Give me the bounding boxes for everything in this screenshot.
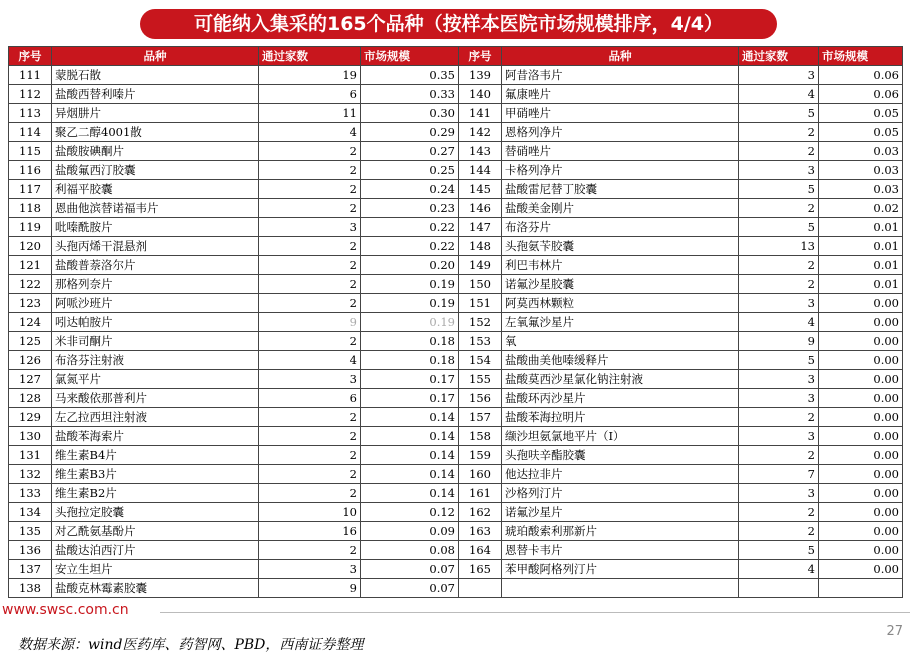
count-cell: 3 (739, 161, 819, 180)
seq-cell: 128 (9, 389, 52, 408)
scale-cell: 0.00 (819, 294, 903, 313)
scale-cell: 0.23 (361, 199, 459, 218)
name-cell: 那格列奈片 (52, 275, 259, 294)
name-cell: 头孢丙烯干混悬剂 (52, 237, 259, 256)
count-cell: 4 (259, 123, 361, 142)
seq-cell: 138 (9, 579, 52, 598)
count-cell: 2 (739, 123, 819, 142)
name-cell: 利巴韦林片 (502, 256, 739, 275)
count-cell: 3 (739, 484, 819, 503)
count-cell: 3 (259, 560, 361, 579)
seq-cell: 146 (459, 199, 502, 218)
seq-cell: 163 (459, 522, 502, 541)
count-cell: 2 (259, 275, 361, 294)
count-cell: 7 (739, 465, 819, 484)
scale-cell: 0.27 (361, 142, 459, 161)
table-row (9, 275, 903, 294)
seq-cell: 131 (9, 446, 52, 465)
count-cell: 3 (259, 370, 361, 389)
count-cell: 3 (739, 294, 819, 313)
count-cell: 9 (259, 313, 361, 332)
scale-cell: 0.00 (819, 389, 903, 408)
name-cell: 恩格列净片 (502, 123, 739, 142)
seq-cell: 150 (459, 275, 502, 294)
page-number: 27 (886, 624, 903, 639)
count-cell: 2 (259, 237, 361, 256)
count-cell: 2 (739, 408, 819, 427)
count-cell: 2 (259, 332, 361, 351)
name-cell: 盐酸胺碘酮片 (52, 142, 259, 161)
name-cell: 布洛芬片 (502, 218, 739, 237)
name-cell: 阿哌沙班片 (52, 294, 259, 313)
count-cell: 6 (259, 389, 361, 408)
seq-cell: 116 (9, 161, 52, 180)
count-cell: 2 (259, 484, 361, 503)
name-cell: 诺氟沙星片 (502, 503, 739, 522)
table-row (9, 541, 903, 560)
name-cell: 盐酸美金刚片 (502, 199, 739, 218)
name-cell: 卡格列净片 (502, 161, 739, 180)
scale-cell: 0.29 (361, 123, 459, 142)
scale-cell: 0.17 (361, 389, 459, 408)
name-cell: 左氧氟沙星片 (502, 313, 739, 332)
scale-cell: 0.22 (361, 218, 459, 237)
scale-cell: 0.01 (819, 237, 903, 256)
seq-cell: 142 (459, 123, 502, 142)
scale-cell: 0.03 (819, 161, 903, 180)
scale-cell: 0.14 (361, 427, 459, 446)
scale-cell: 0.06 (819, 85, 903, 104)
scale-cell: 0.01 (819, 256, 903, 275)
seq-cell: 151 (459, 294, 502, 313)
table-row (9, 66, 903, 85)
seq-cell: 118 (9, 199, 52, 218)
header-scale: 市场规模 (361, 47, 459, 66)
name-cell: 马来酸依那普利片 (52, 389, 259, 408)
count-cell: 11 (259, 104, 361, 123)
seq-cell: 125 (9, 332, 52, 351)
table-row (9, 503, 903, 522)
name-cell: 维生素B3片 (52, 465, 259, 484)
seq-cell: 164 (459, 541, 502, 560)
table-row (9, 427, 903, 446)
count-cell: 9 (259, 579, 361, 598)
seq-cell: 111 (9, 66, 52, 85)
empty-cell (739, 579, 819, 598)
table-row (9, 104, 903, 123)
count-cell: 10 (259, 503, 361, 522)
seq-cell: 123 (9, 294, 52, 313)
table-row (9, 199, 903, 218)
scale-cell: 0.19 (361, 313, 459, 332)
count-cell: 4 (739, 560, 819, 579)
seq-cell: 126 (9, 351, 52, 370)
drug-table (8, 46, 903, 598)
table-row (9, 313, 903, 332)
count-cell: 3 (739, 389, 819, 408)
seq-cell: 115 (9, 142, 52, 161)
name-cell: 甲硝唑片 (502, 104, 739, 123)
scale-cell: 0.06 (819, 66, 903, 85)
count-cell: 2 (259, 256, 361, 275)
scale-cell: 0.00 (819, 503, 903, 522)
seq-cell: 161 (459, 484, 502, 503)
count-cell: 16 (259, 522, 361, 541)
table-row (9, 560, 903, 579)
scale-cell: 0.14 (361, 446, 459, 465)
seq-cell: 124 (9, 313, 52, 332)
seq-cell: 144 (459, 161, 502, 180)
name-cell: 盐酸西替利嗪片 (52, 85, 259, 104)
table-header-row (9, 47, 903, 66)
count-cell: 2 (259, 446, 361, 465)
count-cell: 2 (739, 142, 819, 161)
count-cell: 2 (739, 275, 819, 294)
name-cell: 米非司酮片 (52, 332, 259, 351)
name-cell: 盐酸曲美他嗪缓释片 (502, 351, 739, 370)
name-cell: 琥珀酸索利那新片 (502, 522, 739, 541)
name-cell: 异烟肼片 (52, 104, 259, 123)
table-row (9, 237, 903, 256)
name-cell: 蒙脱石散 (52, 66, 259, 85)
seq-cell: 120 (9, 237, 52, 256)
title-bar (0, 0, 917, 43)
scale-cell: 0.33 (361, 85, 459, 104)
table-row (9, 218, 903, 237)
name-cell: 替硝唑片 (502, 142, 739, 161)
seq-cell: 130 (9, 427, 52, 446)
name-cell: 盐酸苯海索片 (52, 427, 259, 446)
seq-cell: 112 (9, 85, 52, 104)
count-cell: 3 (259, 218, 361, 237)
seq-cell: 145 (459, 180, 502, 199)
empty-cell (502, 579, 739, 598)
count-cell: 2 (739, 522, 819, 541)
scale-cell: 0.17 (361, 370, 459, 389)
name-cell: 苯甲酸阿格列汀片 (502, 560, 739, 579)
table-row (9, 351, 903, 370)
table-row (9, 446, 903, 465)
count-cell: 3 (739, 370, 819, 389)
footer-divider (160, 612, 910, 613)
seq-cell: 158 (459, 427, 502, 446)
seq-cell: 129 (9, 408, 52, 427)
scale-cell: 0.25 (361, 161, 459, 180)
name-cell: 氯氮平片 (52, 370, 259, 389)
name-cell: 布洛芬注射液 (52, 351, 259, 370)
scale-cell: 0.03 (819, 180, 903, 199)
name-cell: 阿莫西林颗粒 (502, 294, 739, 313)
empty-cell (459, 579, 502, 598)
seq-cell: 143 (459, 142, 502, 161)
name-cell: 盐酸达泊西汀片 (52, 541, 259, 560)
seq-cell: 160 (459, 465, 502, 484)
scale-cell: 0.12 (361, 503, 459, 522)
name-cell: 阿昔洛韦片 (502, 66, 739, 85)
scale-cell: 0.20 (361, 256, 459, 275)
seq-cell: 149 (459, 256, 502, 275)
scale-cell: 0.22 (361, 237, 459, 256)
name-cell: 他达拉非片 (502, 465, 739, 484)
seq-cell: 140 (459, 85, 502, 104)
seq-cell: 154 (459, 351, 502, 370)
seq-cell: 134 (9, 503, 52, 522)
scale-cell: 0.14 (361, 408, 459, 427)
scale-cell: 0.07 (361, 560, 459, 579)
scale-cell: 0.19 (361, 275, 459, 294)
count-cell: 2 (259, 427, 361, 446)
count-cell: 2 (259, 294, 361, 313)
scale-cell: 0.01 (819, 275, 903, 294)
table-row (9, 408, 903, 427)
table-row (9, 389, 903, 408)
scale-cell: 0.05 (819, 104, 903, 123)
count-cell: 5 (739, 218, 819, 237)
table-row (9, 85, 903, 104)
scale-cell: 0.05 (819, 123, 903, 142)
count-cell: 5 (739, 541, 819, 560)
seq-cell: 135 (9, 522, 52, 541)
table-row (9, 256, 903, 275)
scale-cell: 0.00 (819, 408, 903, 427)
seq-cell: 155 (459, 370, 502, 389)
scale-cell: 0.07 (361, 579, 459, 598)
table-row (9, 161, 903, 180)
scale-cell: 0.14 (361, 484, 459, 503)
count-cell: 2 (739, 199, 819, 218)
name-cell: 盐酸氟西汀胶囊 (52, 161, 259, 180)
name-cell: 恩替卡韦片 (502, 541, 739, 560)
seq-cell: 156 (459, 389, 502, 408)
scale-cell: 0.18 (361, 332, 459, 351)
name-cell: 维生素B2片 (52, 484, 259, 503)
name-cell: 头孢拉定胶囊 (52, 503, 259, 522)
seq-cell: 133 (9, 484, 52, 503)
scale-cell: 0.00 (819, 370, 903, 389)
count-cell: 4 (739, 85, 819, 104)
header-name: 品种 (52, 47, 259, 66)
scale-cell: 0.14 (361, 465, 459, 484)
page-title: 可能纳入集采的165个品种（按样本医院市场规模排序，4/4） (140, 9, 777, 39)
table-row (9, 484, 903, 503)
seq-cell: 153 (459, 332, 502, 351)
scale-cell: 0.35 (361, 66, 459, 85)
seq-cell: 136 (9, 541, 52, 560)
scale-cell: 0.03 (819, 142, 903, 161)
count-cell: 2 (259, 465, 361, 484)
header-scale: 市场规模 (819, 47, 903, 66)
name-cell: 盐酸莫西沙星氯化钠注射液 (502, 370, 739, 389)
seq-cell: 114 (9, 123, 52, 142)
scale-cell: 0.02 (819, 199, 903, 218)
count-cell: 13 (739, 237, 819, 256)
scale-cell: 0.30 (361, 104, 459, 123)
scale-cell: 0.00 (819, 541, 903, 560)
name-cell: 氟康唑片 (502, 85, 739, 104)
website-url[interactable]: www.swsc.com.cn (2, 602, 129, 618)
seq-cell: 132 (9, 465, 52, 484)
seq-cell: 139 (459, 66, 502, 85)
name-cell: 头孢氨苄胶囊 (502, 237, 739, 256)
seq-cell: 165 (459, 560, 502, 579)
scale-cell: 0.24 (361, 180, 459, 199)
table-row (9, 579, 903, 598)
table-row (9, 465, 903, 484)
count-cell: 2 (259, 142, 361, 161)
name-cell: 左乙拉西坦注射液 (52, 408, 259, 427)
seq-cell: 137 (9, 560, 52, 579)
scale-cell: 0.00 (819, 313, 903, 332)
header-count: 通过家数 (739, 47, 819, 66)
count-cell: 4 (739, 313, 819, 332)
name-cell: 盐酸苯海拉明片 (502, 408, 739, 427)
count-cell: 6 (259, 85, 361, 104)
count-cell: 3 (739, 427, 819, 446)
name-cell: 利福平胶囊 (52, 180, 259, 199)
count-cell: 2 (259, 541, 361, 560)
name-cell: 安立生坦片 (52, 560, 259, 579)
seq-cell: 119 (9, 218, 52, 237)
seq-cell: 117 (9, 180, 52, 199)
table-row (9, 522, 903, 541)
count-cell: 2 (259, 161, 361, 180)
name-cell: 吲达帕胺片 (52, 313, 259, 332)
name-cell: 盐酸环丙沙星片 (502, 389, 739, 408)
count-cell: 2 (259, 180, 361, 199)
data-source-note: 数据来源：wind医药库、药智网、PBD，西南证券整理 (18, 637, 364, 653)
name-cell: 聚乙二醇4001散 (52, 123, 259, 142)
seq-cell: 162 (459, 503, 502, 522)
name-cell: 氧 (502, 332, 739, 351)
seq-cell: 121 (9, 256, 52, 275)
scale-cell: 0.01 (819, 218, 903, 237)
scale-cell: 0.00 (819, 332, 903, 351)
count-cell: 2 (259, 408, 361, 427)
table-row (9, 123, 903, 142)
scale-cell: 0.08 (361, 541, 459, 560)
table-row (9, 294, 903, 313)
count-cell: 5 (739, 351, 819, 370)
name-cell: 盐酸雷尼替丁胶囊 (502, 180, 739, 199)
scale-cell: 0.00 (819, 427, 903, 446)
scale-cell: 0.00 (819, 560, 903, 579)
name-cell: 沙格列汀片 (502, 484, 739, 503)
scale-cell: 0.19 (361, 294, 459, 313)
scale-cell: 0.00 (819, 446, 903, 465)
table-row (9, 332, 903, 351)
empty-cell (819, 579, 903, 598)
name-cell: 吡嗪酰胺片 (52, 218, 259, 237)
header-seq: 序号 (9, 47, 52, 66)
name-cell: 盐酸克林霉素胶囊 (52, 579, 259, 598)
count-cell: 2 (739, 503, 819, 522)
name-cell: 维生素B4片 (52, 446, 259, 465)
seq-cell: 141 (459, 104, 502, 123)
seq-cell: 127 (9, 370, 52, 389)
name-cell: 头孢呋辛酯胶囊 (502, 446, 739, 465)
name-cell: 盐酸普萘洛尔片 (52, 256, 259, 275)
header-count: 通过家数 (259, 47, 361, 66)
seq-cell: 159 (459, 446, 502, 465)
header-name: 品种 (502, 47, 739, 66)
table-row (9, 180, 903, 199)
count-cell: 5 (739, 104, 819, 123)
scale-cell: 0.00 (819, 465, 903, 484)
name-cell: 诺氟沙星胶囊 (502, 275, 739, 294)
table-row (9, 370, 903, 389)
count-cell: 2 (739, 256, 819, 275)
count-cell: 2 (259, 199, 361, 218)
count-cell: 2 (739, 446, 819, 465)
seq-cell: 157 (459, 408, 502, 427)
seq-cell: 122 (9, 275, 52, 294)
seq-cell: 148 (459, 237, 502, 256)
scale-cell: 0.00 (819, 351, 903, 370)
scale-cell: 0.00 (819, 484, 903, 503)
seq-cell: 147 (459, 218, 502, 237)
name-cell: 恩曲他滨替诺福韦片 (52, 199, 259, 218)
count-cell: 3 (739, 66, 819, 85)
count-cell: 5 (739, 180, 819, 199)
table-row (9, 142, 903, 161)
count-cell: 19 (259, 66, 361, 85)
scale-cell: 0.09 (361, 522, 459, 541)
table-body (9, 66, 903, 598)
seq-cell: 152 (459, 313, 502, 332)
name-cell: 缬沙坦氨氯地平片（Ⅰ） (502, 427, 739, 446)
seq-cell: 113 (9, 104, 52, 123)
header-seq: 序号 (459, 47, 502, 66)
name-cell: 对乙酰氨基酚片 (52, 522, 259, 541)
count-cell: 4 (259, 351, 361, 370)
count-cell: 9 (739, 332, 819, 351)
scale-cell: 0.18 (361, 351, 459, 370)
scale-cell: 0.00 (819, 522, 903, 541)
